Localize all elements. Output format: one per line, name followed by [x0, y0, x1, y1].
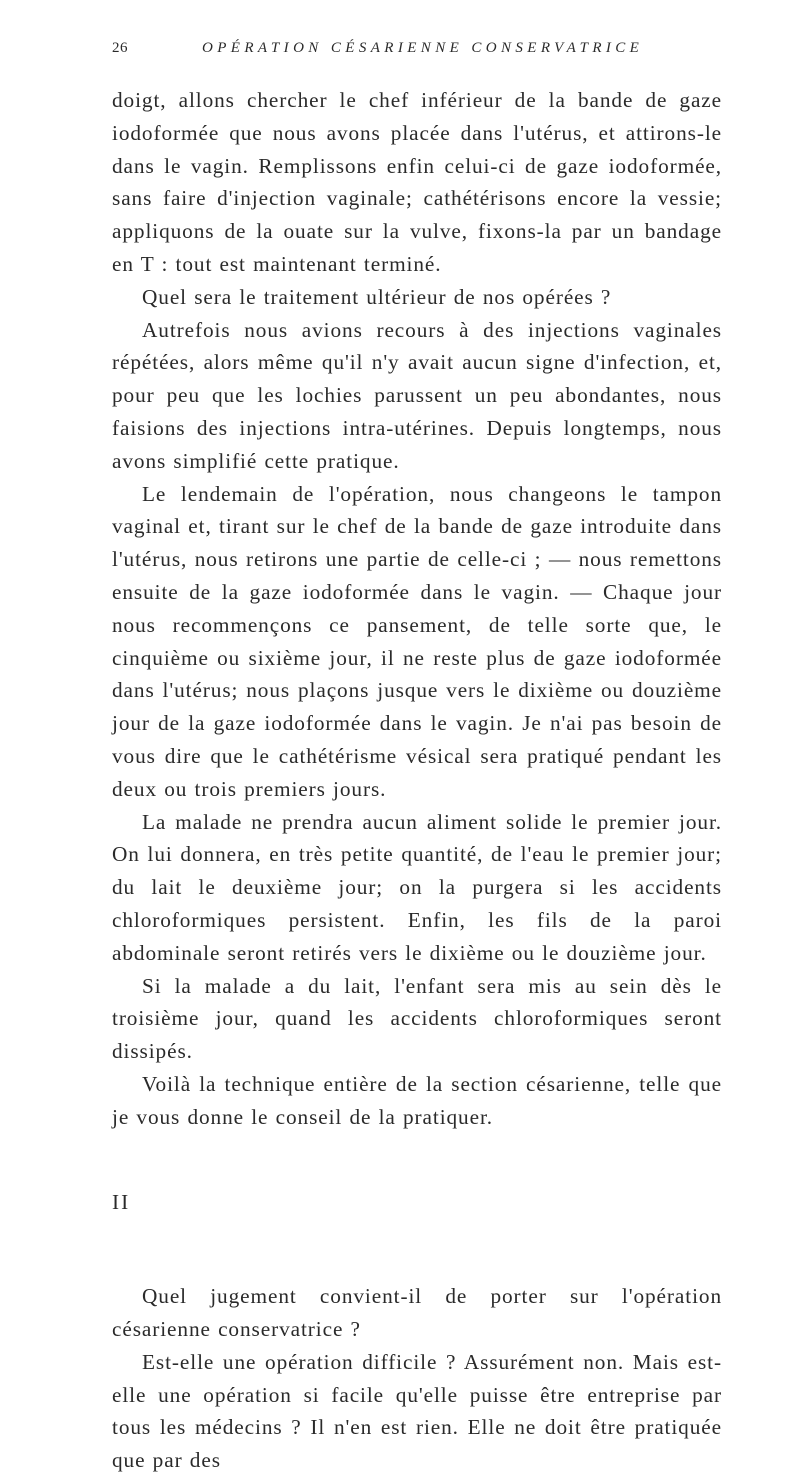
paragraph-difficulty: Est-elle une opération difficile ? Assurément non. Mais est-elle une opération si facile qu'elle puisse être entreprise par tous les médecins ? Il n'en est rien. Elle ne doit être pratiquée que par des	[112, 1349, 722, 1473]
paragraph-dressing: Le lendemain de l'opération, nous changeons le tampon vaginal et, tirant sur le chef de la bande de gaze introduite dans l'utérus, nous retirons une partie de celle-ci ; — nous remettons ensuite de la gaze iodoformée dans le vagin. — Chaque jour nous recommençons ce pansement, de telle sorte que, le cinquième ou sixième jour, il ne reste plus de gaze iodoformée dans l'utérus; nous plaçons jusque vers le dixième ou douzième jour de la gaze iodoformée dans le vagin. Je n'ai pas besoin de vous dire que le cathétérisme vésical sera pratiqué pendant les deux ou trois premiers jours.	[112, 481, 722, 801]
paragraph-continuation: doigt, allons chercher le chef inférieur de la bande de gaze iodoformée que nous avons placée dans l'utérus, et attirons-le dans le vagin. Remplissons enfin celui-ci de gaze iodoformée, sans faire d'injection vaginale; cathétérisons encore la vessie; appliquons de la ouate sur la vulve, fixons-la par un bandage en T : tout est maintenant terminé.	[112, 88, 722, 276]
paragraph-technique-summary: Voilà la technique entière de la section césarienne, telle que je vous donne le conseil de la pratiquer.	[112, 1071, 722, 1129]
paragraph-judgement: Quel jugement convient-il de porter sur l'opération césarienne conservatrice ?	[112, 1284, 722, 1342]
section-heading: II	[112, 1189, 131, 1214]
page-number: 26	[112, 40, 128, 56]
paragraph-diet: La malade ne prendra aucun aliment solide le premier jour. On lui donnera, en très petite quantité, de l'eau le premier jour; du lait le deuxième jour; on la purgera si les accidents chloroformiques persistent. Enfin, les fils de la paroi abdominale seront retirés vers le dixième ou le douzième jour.	[112, 809, 722, 965]
body-text	[112, 84, 722, 1477]
paragraph-question: Quel sera le traitement ultérieur de nos opérées ?	[142, 284, 612, 309]
paragraph-breastfeeding: Si la malade a du lait, l'enfant sera mis au sein dès le troisième jour, quand les accidents chloroformiques seront dissipés.	[112, 973, 722, 1064]
running-title: OPÉRATION CÉSARIENNE CONSERVATRICE	[202, 40, 644, 56]
paragraph-past-practice: Autrefois nous avions recours à des injections vaginales répétées, alors même qu'il n'y avait aucun signe d'infection, et, pour peu que les lochies parussent un peu abondantes, nous faisions des injections intra-utérines. Depuis longtemps, nous avons simplifié cette pratique.	[112, 317, 722, 473]
running-head	[112, 40, 710, 64]
